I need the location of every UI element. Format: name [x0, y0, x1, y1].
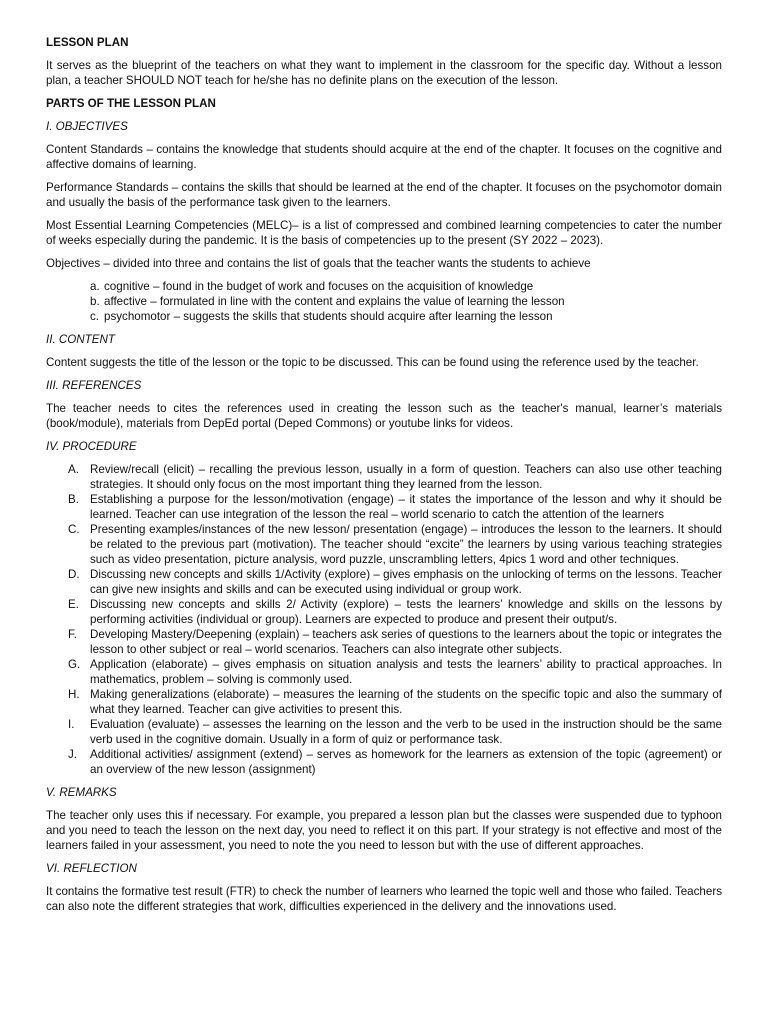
list-marker: J. [68, 748, 78, 761]
intro-paragraph: It serves as the blueprint of the teachers on what they want to implement in the classroom for the specific day. Without a lesson plan, a teacher SHOULD NOT teach for he/she has no definite plans on the execution of the lesson. [46, 59, 722, 87]
list-item [46, 627, 722, 657]
remarks-heading: V. REMARKS [46, 786, 117, 799]
list-item-text: Developing Mastery/Deepening (explain) – teachers ask series of questions to the learners about the topic or integrates the lesson to other subject or real – world scenarios. Teachers can also integrate other subjects. [90, 628, 722, 656]
list-item-text: Establishing a purpose for the lesson/motivation (engage) – it states the importance of the lesson and why it should be learned. Teacher can use integration of the lesson the real – world scenario to catch the attention of the learners [90, 493, 722, 521]
content-paragraph: Content suggests the title of the lesson or the topic to be discussed. This can be found using the reference used by the teacher. [46, 356, 699, 369]
list-marker: E. [68, 598, 79, 611]
list-marker: H. [68, 688, 80, 701]
remarks-paragraph: The teacher only uses this if necessary. For example, you prepared a lesson plan but the classes were suspended due to typhoon and you need to teach the lesson on the next day, you need to reflect it on this part. If your strategy is not effective and most of the learners failed in your assessment, you need to note the you need to lesson but with the use of different approaches. [46, 809, 722, 852]
references-paragraph: The teacher needs to cites the references used in creating the lesson such as the teacher's manual, learner’s materials (book/module), materials from DepEd portal (Deped Commons) or youtube links for videos. [46, 402, 722, 430]
list-marker: c. [90, 310, 100, 323]
list-item [46, 309, 722, 324]
list-item-text: Making generalizations (elaborate) – measures the learning of the students on the specific topic and also the summary of what they learned. Teacher can give activities to present this. [90, 688, 722, 716]
list-item-text: Review/recall (elicit) – recalling the previous lesson, usually in a form of question. Teachers can also use other teaching strategies. It should only focus on the most important thing they learned from the lesson. [90, 463, 722, 491]
list-marker: F. [68, 628, 78, 641]
list-marker: a. [90, 280, 100, 293]
list-item [46, 687, 722, 717]
objectives-list [46, 279, 722, 324]
list-item-text: Additional activities/ assignment (extend) – serves as homework for the learners as extension of the topic (agreement) or an overview of the new lesson (assignment) [90, 748, 722, 776]
procedure-heading: IV. PROCEDURE [46, 440, 137, 453]
document-title: LESSON PLAN [46, 36, 129, 49]
list-marker: D. [68, 568, 80, 581]
list-marker: B. [68, 493, 79, 506]
list-item-text: cognitive – found in the budget of work and focuses on the acquisition of knowledge [104, 280, 534, 293]
list-item-text: Discussing new concepts and skills 1/Activity (explore) – gives emphasis on the unlocking of terms on the lessons. Teacher can give new insights and skills and can be executed using individual or group work. [90, 568, 722, 596]
list-marker: G. [68, 658, 81, 671]
list-item [46, 462, 722, 492]
list-item-text: Presenting examples/instances of the new lesson/ presentation (engage) – introduces the lesson to the learners. It should be related to the previous part (motivation). The teacher should “excite” the learners by using various teaching strategies such as video presentation, picture analysis, word puzzle, unscrambling letters, 4pics 1 word and other techniques. [90, 523, 722, 566]
list-item-text: Discussing new concepts and skills 2/ Activity (explore) – tests the learners’ knowledge and skills on the lessons by performing activities (individual or group). Learners are expected to produce and present their output/s. [90, 598, 722, 626]
list-item-text: Evaluation (evaluate) – assesses the learning on the lesson and the verb to be used in the instruction should be the same verb used in the cognitive domain. Usually in a form of quiz or performance task. [90, 718, 722, 746]
list-marker: C. [68, 523, 80, 536]
reflection-paragraph: It contains the formative test result (FTR) to check the number of learners who learned the topic well and those who failed. Teachers can also note the different strategies that work, difficulties experienced in the delivery and the innovations used. [46, 885, 722, 913]
parts-heading: PARTS OF THE LESSON PLAN [46, 97, 216, 110]
list-marker: A. [68, 463, 79, 476]
list-item [46, 492, 722, 522]
list-item [46, 717, 722, 747]
objectives-heading: I. OBJECTIVES [46, 120, 128, 133]
list-marker: I. [68, 718, 75, 731]
list-item [46, 597, 722, 627]
melc-paragraph: Most Essential Learning Competencies (MELC)– is a list of compressed and combined learning competencies to cater the number of weeks especially during the pandemic. It is the basis of competencies up to the present (SY 2022 – 2023). [46, 219, 722, 247]
list-item-text: psychomotor – suggests the skills that students should acquire after learning the lesson [104, 310, 553, 323]
objectives-paragraph: Objectives – divided into three and contains the list of goals that the teacher wants the students to achieve [46, 257, 591, 270]
reflection-heading: VI. REFLECTION [46, 862, 137, 875]
list-item [46, 657, 722, 687]
list-marker: b. [90, 295, 100, 308]
list-item [46, 279, 722, 294]
list-item [46, 747, 722, 777]
list-item [46, 294, 722, 309]
list-item-text: Application (elaborate) – gives emphasis on situation analysis and tests the learners’ ability to practical approaches. In mathematics, problem – solving is commonly used. [90, 658, 722, 686]
list-item-text: affective – formulated in line with the content and explains the value of learning the lesson [104, 295, 565, 308]
content-heading: II. CONTENT [46, 333, 115, 346]
list-item [46, 522, 722, 567]
content-standards-paragraph: Content Standards – contains the knowledge that students should acquire at the end of the chapter. It focuses on the cognitive and affective domains of learning. [46, 143, 722, 171]
performance-standards-paragraph: Performance Standards – contains the skills that should be learned at the end of the chapter. It focuses on the psychomotor domain and usually the basis of the performance task given to the learners. [46, 181, 722, 209]
procedure-list [46, 462, 722, 777]
references-heading: III. REFERENCES [46, 379, 142, 392]
list-item [46, 567, 722, 597]
